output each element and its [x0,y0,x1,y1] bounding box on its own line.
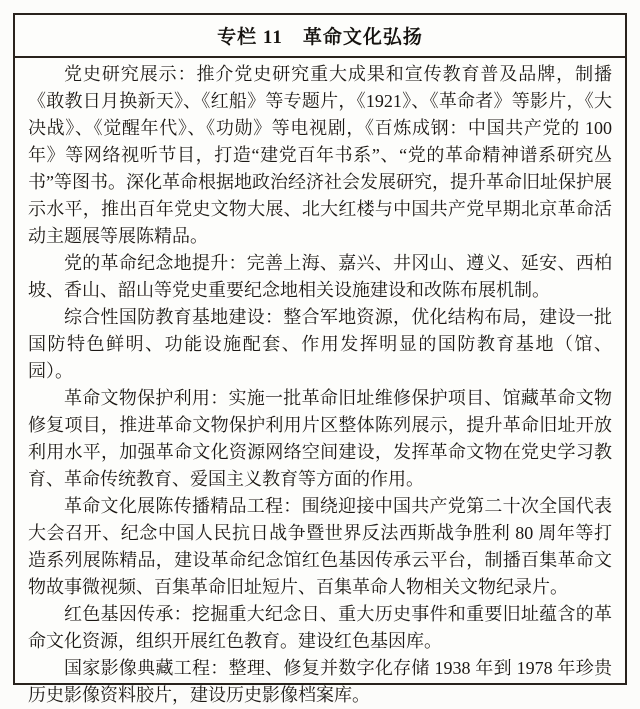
paragraph: 综合性国防教育基地建设：整合军地资源，优化结构布局，建设一批国防特色鲜明、功能设施配套、作用发挥明显的国防教育基地（馆、园）。 [28,307,612,381]
panel-title: 专栏 11 革命文化弘扬 [217,27,423,48]
paragraph: 红色基因传承：挖掘重大纪念日、重大历史事件和重要旧址蕴含的革命文化资源，组织开展红色教育。建设红色基因库。 [28,604,612,651]
panel-title-bar [15,15,625,58]
paragraph: 国家影像典藏工程：整理、修复并数字化存储 1938 年到 1978 年珍贵历史影像资料胶片，建设历史影像档案库。 [28,658,612,705]
paragraph: 革命文化展陈传播精品工程：围绕迎接中国共产党第二十次全国代表大会召开、纪念中国人民抗日战争暨世界反法西斯战争胜利 80 周年等打造系列展陈精品，建设革命纪念馆红色基因传承云平台，制播百集革命文物故事微视频、百集革命旧址短片、百集革命人物相关文物纪录片。 [28,496,612,597]
paragraph: 党的革命纪念地提升：完善上海、嘉兴、井冈山、遵义、延安、西柏坡、香山、韶山等党史重要纪念地相关设施建设和改陈布展机制。 [28,253,612,300]
panel-body [15,58,625,709]
paragraph: 党史研究展示：推介党史研究重大成果和宣传教育普及品牌，制播《敢教日月换新天》、《红船》等专题片，《1921》、《革命者》等影片，《大决战》、《觉醒年代》、《功勋》等电视剧，《百炼成钢：中国共产党的 100 年》等网络视听节目，打造“建党百年书系”、“党的革命精神谱系研究丛书”等图书。深化革命根据地政治经济社会发展研究，提升革命旧址保护展示水平，推出百年党史文物大展、北大红楼与中国共产党早期北京革命活动主题展等展陈精品。 [28,64,612,246]
paragraph: 革命文物保护利用：实施一批革命旧址维修保护项目、馆藏革命文物修复项目，推进革命文物保护利用片区整体陈列展示，提升革命旧址开放利用水平，加强革命文化资源网络空间建设，发挥革命文物在党史学习教育、革命传统教育、爱国主义教育等方面的作用。 [28,388,612,489]
column-panel [13,13,627,705]
